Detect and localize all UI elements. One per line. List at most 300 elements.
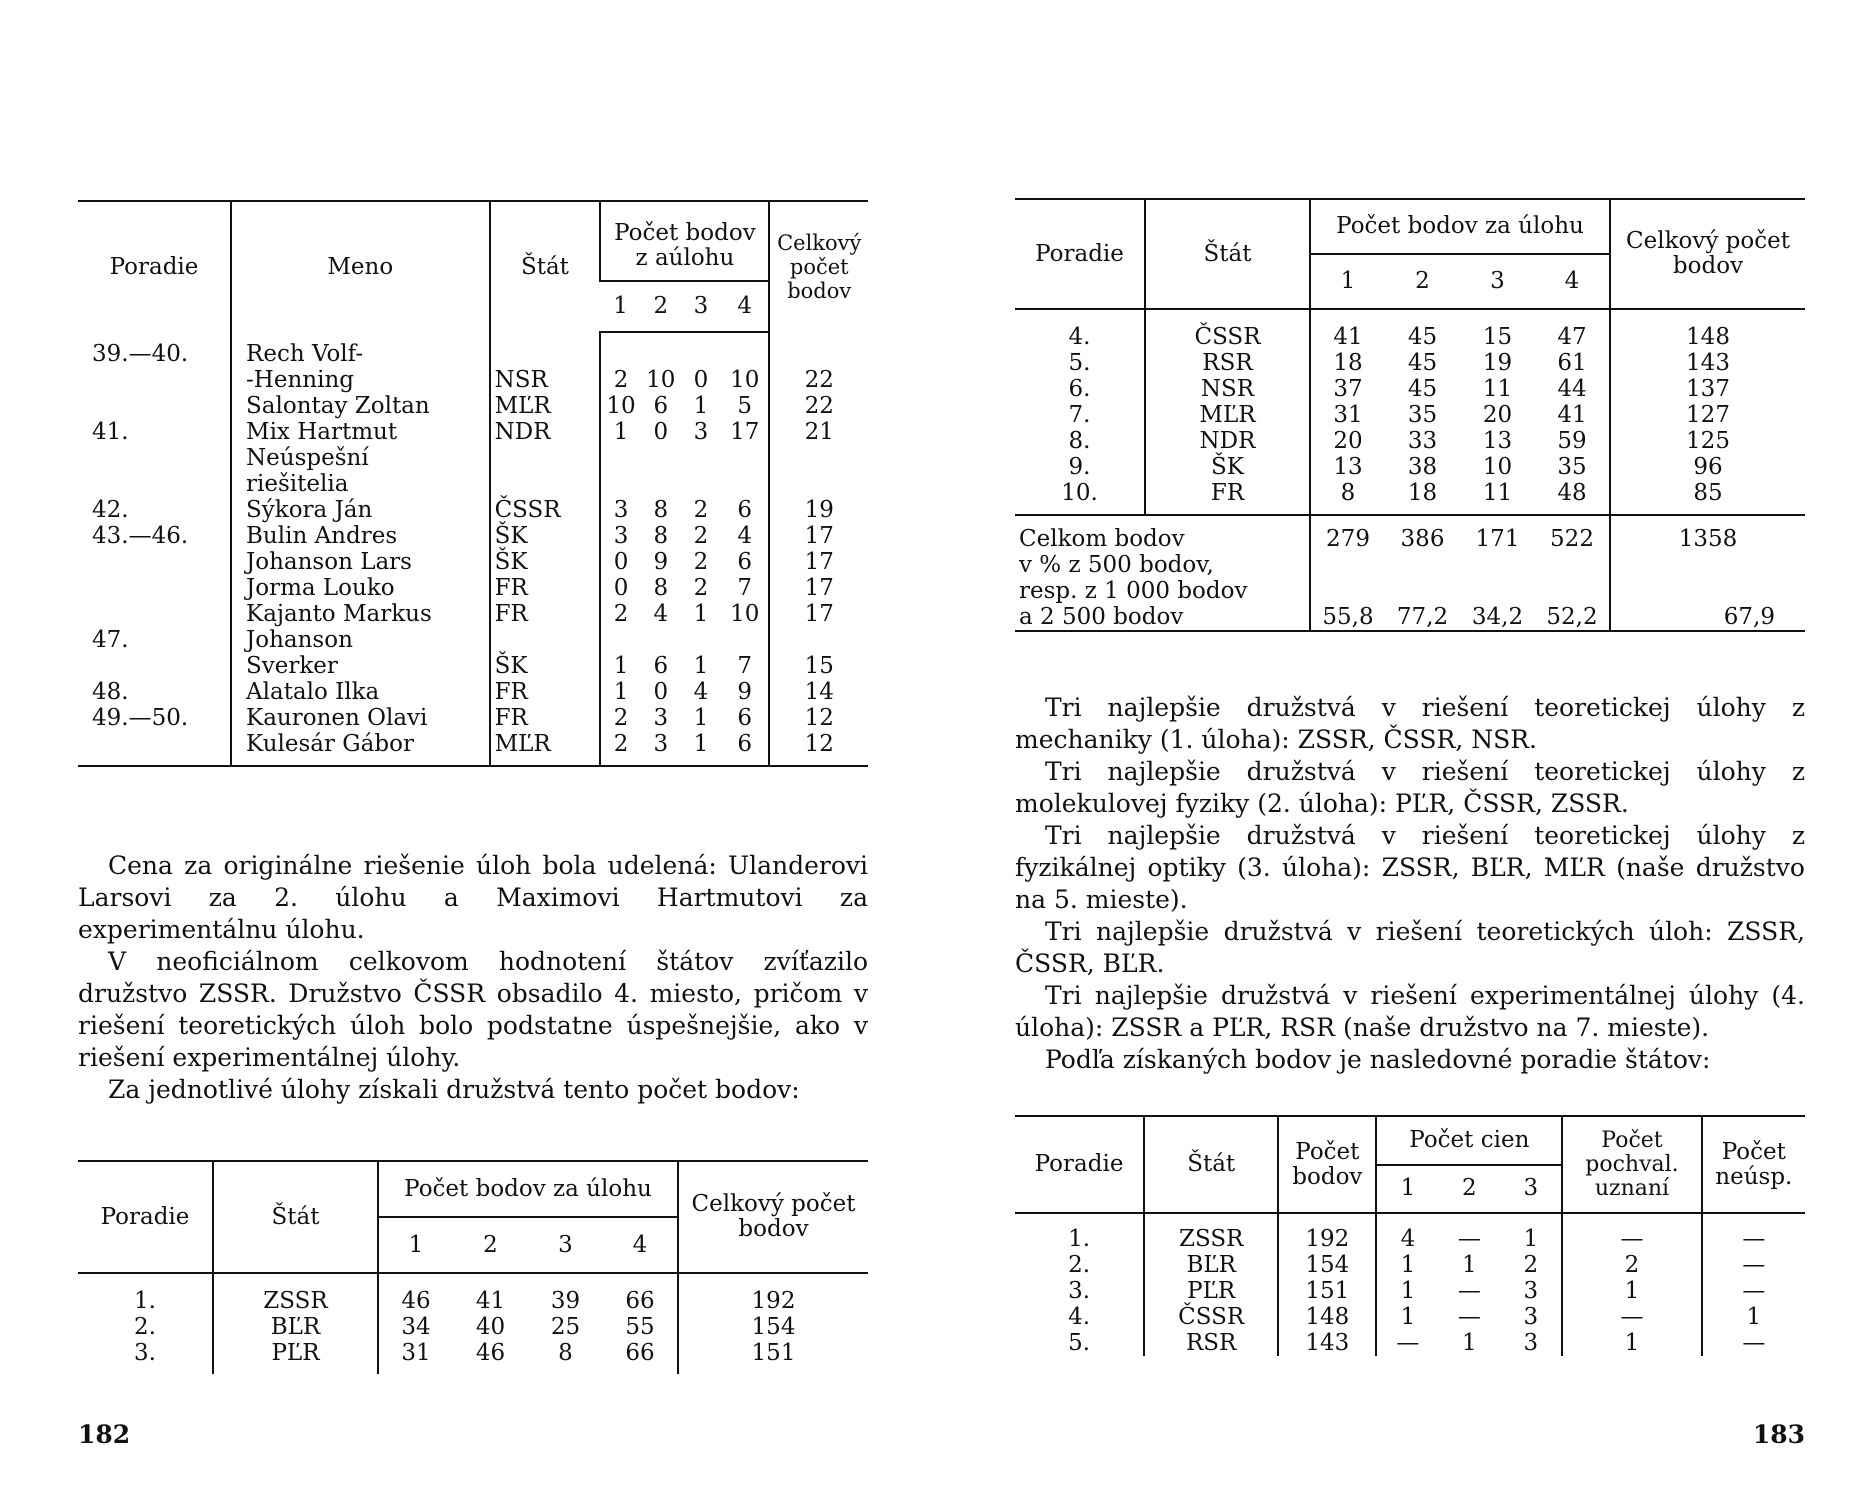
total-cell: 17 [769,601,868,627]
rank-cell [78,549,231,575]
rank-cell: 5. [1068,350,1091,376]
points-cell: 2 [600,705,640,731]
footer-pct: 52,2 [1546,604,1598,630]
points-cell: 45 [1407,376,1438,402]
points-cell [641,445,681,471]
header-rank: Poradie [109,253,199,280]
header-total: Celkový počet bodov [1610,199,1805,309]
paragraph: Cena za originálne riešenie úloh bola udelená: Ulanderovi Larsovi za 2. úlohu a Maximovi Hartmutovi za experimentálnu úlohu. [78,851,868,944]
honorable-cell: 1 [1562,1278,1701,1304]
footer-label-line: resp. z 1 000 bodov [1019,578,1248,604]
points-cell: 2 [693,497,709,523]
table-row [78,1288,868,1314]
state-cell: BĽR [213,1314,378,1340]
rank-cell: 48. [92,679,129,705]
rank-cell: 8. [1068,428,1091,454]
prize-cell: 1 [1462,1330,1477,1356]
paragraph: Tri najlepšie družstvá v riešení teoretickej úlohy z molekulovej fyziky (2. úloha): PĽR, ČSSR, ZSSR. [1015,757,1805,818]
points-cell [721,471,770,497]
points-cell: 0 [653,419,669,445]
total-cell: 17 [769,523,868,549]
rank-cell [78,393,231,419]
paragraph: Tri najlepšie družstvá v riešení teoretickej úlohy z mechaniky (1. úloha): ZSSR, ČSSR, NSR. [1015,693,1805,754]
state-cell: RSR [1145,350,1310,376]
table-row [1015,1304,1805,1330]
total-cell: 137 [1610,376,1805,402]
points-cell: 40 [475,1314,506,1340]
points-cell [721,445,770,471]
table-row [1015,454,1805,480]
name-cell: Alatalo Ilka [231,679,490,705]
header-state: Štát [1144,1116,1278,1213]
points-cell: 6 [737,497,753,523]
points-cell: 45 [1407,324,1438,350]
rank-cell: 2. [134,1314,156,1340]
total-cell: 127 [1610,402,1805,428]
prize-cell: — [1457,1304,1481,1330]
header-task-4: 4 [603,1217,678,1273]
points-cell: 1 [693,653,709,679]
state-cell: ŠK [490,653,601,679]
prize-cell: 3 [1523,1278,1539,1304]
rank-cell: 4. [1068,324,1091,350]
header-task-1: 1 [1310,254,1385,309]
rank-cell: 7. [1068,402,1091,428]
points-cell: 66 [625,1288,655,1314]
points-cell [600,341,640,367]
rank-cell [78,367,231,393]
footer-label-line: a 2 500 bodov [1019,604,1184,630]
table-row [1015,428,1805,454]
points-cell: 1 [600,653,640,679]
rank-cell [78,731,231,757]
total-cell: 22 [769,367,868,393]
name-cell: Mix Hartmut [231,419,490,445]
total-cell: 12 [769,731,868,757]
table-row [1015,1226,1805,1252]
points-cell: 19 [1482,350,1513,376]
table-row [78,731,868,757]
total-cell: 12 [769,705,868,731]
points-cell: 37 [1310,376,1385,402]
points-cell: 0 [693,367,709,393]
rank-cell: 1. [134,1288,156,1314]
points-cell: 7 [737,653,753,679]
prize-cell: 1 [1462,1252,1477,1278]
points-cell: 20 [1310,428,1385,454]
points-cell: 1 [600,419,640,445]
points-cell: 25 [550,1314,581,1340]
header-points: Počet bodov [1278,1116,1376,1213]
header-prize-2: 2 [1438,1165,1500,1214]
rank-cell: 10. [1061,480,1098,506]
prize-cell: 1 [1376,1304,1438,1330]
name-cell: Bulin Andres [231,523,490,549]
points-cell: 11 [1482,376,1513,402]
points-cell: 1 [693,705,709,731]
state-cell: NDR [490,419,601,445]
table-row [1015,324,1805,350]
rank-cell: 47. [92,627,129,653]
footer-pct: 34,2 [1471,604,1524,630]
points-cell: 10 [730,601,760,627]
points-cell: 48 [1557,480,1587,506]
unsuccessful-cell: — [1702,1330,1805,1356]
points-cell: 34 [378,1314,453,1340]
footer-sum-total: 1358 [1610,515,1805,552]
rank-cell: 9. [1068,454,1091,480]
table-row [1015,1278,1805,1304]
points-cell: 31 [1310,402,1385,428]
rank-cell: 5. [1068,1330,1091,1356]
points-cell: 192 [1278,1226,1376,1252]
honorable-cell: 1 [1562,1330,1701,1356]
points-cell: 2 [693,523,709,549]
header-state: Štát [490,201,601,332]
points-cell: 18 [1407,480,1438,506]
team-points-table-part2 [1015,198,1805,632]
table-row [1015,376,1805,402]
table-row [78,341,868,367]
state-cell: PĽR [1144,1278,1278,1304]
rank-cell: 3. [1068,1278,1091,1304]
points-cell: 45 [1407,350,1438,376]
state-cell: NSR [490,367,601,393]
header-total: Celkový počet bodov [769,201,868,332]
prize-cell: 1 [1376,1278,1438,1304]
unsuccessful-cell: — [1702,1226,1805,1252]
header-rank: Poradie [78,1161,213,1273]
name-cell: Neúspešní [231,445,490,471]
points-cell [681,341,721,367]
points-cell: 46 [378,1288,453,1314]
state-cell: FR [490,601,601,627]
table-row [78,549,868,575]
rank-cell: 3. [134,1340,156,1366]
points-cell: 1 [693,731,709,757]
header-prize-3: 3 [1500,1165,1562,1214]
points-cell: 3 [653,705,669,731]
table-row [78,497,868,523]
page-number: 182 [78,1420,131,1449]
points-cell: 44 [1557,376,1587,402]
state-cell [490,341,601,367]
state-cell: FR [1145,480,1310,506]
header-task-1: 1 [600,281,640,332]
points-cell: 0 [600,575,640,601]
table-row [78,705,868,731]
points-cell: 9 [653,549,669,575]
name-cell: riešitelia [231,471,490,497]
prize-cell: 1 [1523,1226,1539,1252]
points-cell: 5 [737,393,753,419]
points-cell: 55 [625,1314,655,1340]
points-cell [600,471,640,497]
name-cell: Sverker [231,653,490,679]
total-cell [769,341,868,367]
footer-sum: 386 [1385,515,1460,552]
prize-cell: 4 [1376,1226,1438,1252]
points-cell: 1 [693,601,709,627]
prize-cell: 3 [1523,1304,1539,1330]
points-cell: 66 [625,1340,655,1366]
name-cell: Kulesár Gábor [231,731,490,757]
points-cell: 6 [737,549,753,575]
table-row [78,601,868,627]
points-cell: 6 [653,653,669,679]
points-cell [721,627,770,653]
table-row [78,575,868,601]
footer-label [1015,515,1310,631]
total-cell [769,627,868,653]
state-cell: RSR [1144,1330,1278,1356]
points-cell: 2 [693,549,709,575]
state-cell: PĽR [213,1340,378,1366]
table-row [1015,1252,1805,1278]
rank-cell [78,445,231,471]
points-cell [681,471,721,497]
points-cell: 10 [730,367,760,393]
points-cell: 8 [558,1340,573,1366]
points-cell: 0 [600,549,640,575]
state-cell: FR [490,575,601,601]
table-row [78,367,868,393]
header-points-group: Počet bodov za úlohu [1310,199,1610,254]
points-cell [600,445,640,471]
name-cell: Jorma Louko [231,575,490,601]
table-row [78,471,868,497]
table-row [78,653,868,679]
total-cell: 19 [769,497,868,523]
points-cell: 41 [1310,324,1385,350]
table-row [1015,1330,1805,1356]
footer-sum: 171 [1460,515,1535,552]
state-cell: ŠK [1145,454,1310,480]
points-cell: 61 [1557,350,1587,376]
points-cell: 8 [653,497,669,523]
points-cell [641,341,681,367]
rank-cell: 4. [1068,1304,1091,1330]
honorable-cell: — [1562,1304,1701,1330]
left-page [78,0,868,1500]
points-cell [681,627,721,653]
state-cell: BĽR [1144,1252,1278,1278]
footer-sum: 522 [1535,515,1610,552]
name-cell: Sýkora Ján [231,497,490,523]
paragraph: Tri najlepšie družstvá v riešení teoretickej úlohy z fyzikálnej optiky (3. úloha): ZSSR, BĽR, MĽR (naše družstvo na 5. mieste). [1015,821,1805,914]
state-cell: FR [490,679,601,705]
name-cell: -Henning [231,367,490,393]
rank-cell: 39.—40. [92,341,189,367]
points-cell: 148 [1278,1304,1376,1330]
points-cell: 47 [1557,324,1587,350]
name-cell: Kajanto Markus [231,601,490,627]
header-prize-1: 1 [1376,1165,1438,1214]
prize-cell: 2 [1523,1252,1539,1278]
table-row [78,523,868,549]
total-cell: 85 [1610,480,1805,506]
rank-cell: 1. [1068,1226,1091,1252]
header-task-3: 3 [1460,254,1535,309]
table-row [78,679,868,705]
footer-sum: 279 [1310,515,1385,552]
individual-results-table [78,200,868,767]
points-cell [641,471,681,497]
total-cell: 21 [769,419,868,445]
header-unsuccessful: Počet neúsp. [1702,1116,1805,1213]
total-cell: 148 [1610,324,1805,350]
honorable-cell: 2 [1562,1252,1701,1278]
rank-cell: 6. [1068,376,1091,402]
header-name: Meno [231,201,490,332]
team-points-table-part1 [78,1160,868,1374]
right-page [1015,0,1805,1500]
points-cell: 7 [737,575,753,601]
prize-cell: — [1457,1226,1481,1252]
header-rank: Poradie [1015,1116,1144,1213]
state-cell: NSR [1145,376,1310,402]
points-cell: 4 [653,601,669,627]
points-cell: 2 [693,575,709,601]
points-cell: 154 [1278,1252,1376,1278]
header-task-3: 3 [528,1217,603,1273]
points-cell [721,341,770,367]
points-cell: 6 [737,705,753,731]
header-task-4: 4 [721,281,770,332]
state-cell [490,471,601,497]
points-cell: 17 [730,419,760,445]
points-cell [681,445,721,471]
honorable-cell: — [1562,1226,1701,1252]
points-cell: 143 [1278,1330,1376,1356]
prize-cell: 3 [1523,1330,1539,1356]
table-row [78,1314,868,1340]
points-cell: 2 [600,601,640,627]
table-row [1015,402,1805,428]
points-cell: 20 [1482,402,1513,428]
table-row [78,627,868,653]
points-cell: 3 [600,523,640,549]
points-cell: 31 [378,1340,453,1366]
points-cell: 3 [653,731,669,757]
rank-cell: 42. [92,497,129,523]
header-state: Štát [213,1161,378,1273]
points-cell: 8 [653,523,669,549]
points-cell [600,627,640,653]
page-number: 183 [1752,1420,1805,1449]
unsuccessful-cell: — [1702,1252,1805,1278]
total-cell: 154 [678,1314,868,1340]
points-cell: 0 [653,679,669,705]
name-cell: Rech Volf- [231,341,490,367]
rank-cell [78,601,231,627]
rank-cell: 2. [1068,1252,1091,1278]
points-cell: 2 [600,367,640,393]
prize-cell: — [1376,1330,1438,1356]
right-page-text [1015,692,1805,1076]
header-points-group: Počet bodov za úlohu [378,1161,678,1217]
header-total: Celkový počet bodov [678,1161,868,1273]
footer-pct: 77,2 [1396,604,1449,630]
name-cell: Johanson Lars [231,549,490,575]
points-cell: 151 [1278,1278,1376,1304]
table-row [78,419,868,445]
footer-label-line: Celkom bodov [1019,526,1185,552]
rank-cell [78,575,231,601]
state-cell: ZSSR [1144,1226,1278,1252]
table-row [1015,350,1805,376]
total-cell: 96 [1610,454,1805,480]
state-cell: MĽR [490,731,601,757]
total-cell [769,445,868,471]
points-cell: 13 [1310,454,1385,480]
state-cell: MĽR [1145,402,1310,428]
state-cell: ČSSR [1145,324,1310,350]
points-cell: 41 [1557,402,1587,428]
points-cell: 35 [1557,454,1587,480]
points-cell: 9 [737,679,753,705]
points-cell: 15 [1482,324,1513,350]
paragraph: Za jednotlivé úlohy získali družstvá tento počet bodov: [108,1075,800,1104]
rank-cell: 49.—50. [92,705,189,731]
total-cell: 17 [769,549,868,575]
points-cell: 1 [693,393,709,419]
left-page-text [78,850,868,1106]
points-cell: 6 [737,731,753,757]
table-row [78,393,868,419]
name-cell: Salontay Zoltan [231,393,490,419]
state-cell: FR [490,705,601,731]
points-cell: 8 [653,575,669,601]
total-cell: 125 [1610,428,1805,454]
total-cell: 14 [769,679,868,705]
points-cell: 3 [693,419,709,445]
points-cell: 2 [600,731,640,757]
header-task-1: 1 [378,1217,453,1273]
state-cell: ZSSR [213,1288,378,1314]
unsuccessful-cell: — [1702,1278,1805,1304]
footer-label-line: v % z 500 bodov, [1019,552,1214,578]
header-task-2: 2 [453,1217,528,1273]
total-cell: 192 [678,1288,868,1314]
points-cell: 41 [475,1288,506,1314]
header-task-2: 2 [1385,254,1460,309]
points-cell: 1 [600,679,640,705]
prize-cell: 1 [1376,1252,1438,1278]
points-cell: 3 [600,497,640,523]
points-cell: 46 [475,1340,506,1366]
paragraph: Tri najlepšie družstvá v riešení teoretických úloh: ZSSR, ČSSR, BĽR. [1015,917,1805,978]
total-cell [769,471,868,497]
points-cell [641,627,681,653]
points-cell: 8 [1310,480,1385,506]
points-cell: 38 [1407,454,1438,480]
state-cell: ŠK [490,523,601,549]
state-cell: ŠK [490,549,601,575]
state-cell [490,627,601,653]
points-cell: 10 [600,393,640,419]
header-honorable: Počet pochval. uznaní [1562,1116,1701,1213]
points-cell: 39 [550,1288,581,1314]
points-cell: 4 [693,679,709,705]
header-task-3: 3 [681,281,721,332]
points-cell: 11 [1482,480,1513,506]
table-row [78,445,868,471]
state-cell: MĽR [490,393,601,419]
paragraph: V neoficiálnom celkovom hodnotení štátov zvíťazilo družstvo ZSSR. Družstvo ČSSR obsadilo 4. miesto, pričom v riešení teoretických úloh bolo podstatne úspešnejšie, ako v riešení experimentálnej úlohy. [78,947,868,1072]
points-cell: 10 [646,367,676,393]
total-cell: 15 [769,653,868,679]
